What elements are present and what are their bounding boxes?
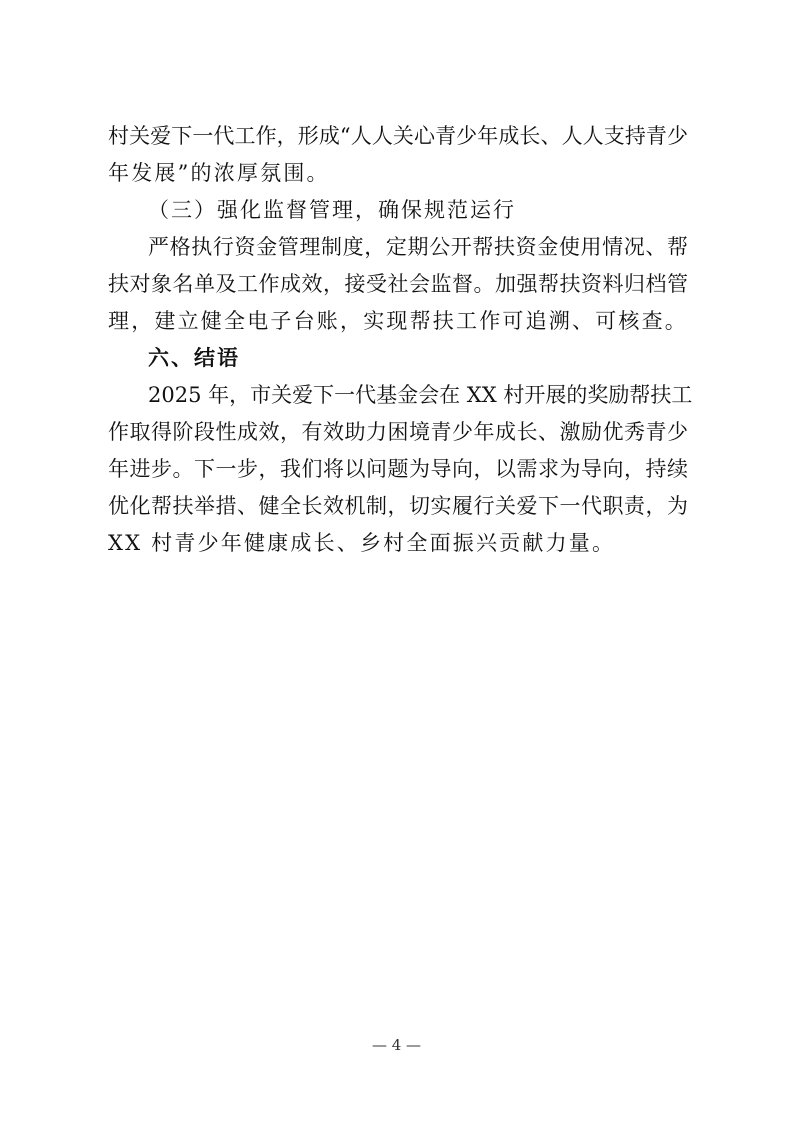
paragraph-line: 年发展”的浓厚氛围。 bbox=[108, 161, 330, 185]
section-heading: 六、结语 bbox=[148, 346, 240, 370]
paragraph-line: XX 村青少年健康成长、乡村全面振兴贡献力量。 bbox=[108, 531, 616, 555]
document-body bbox=[108, 118, 693, 562]
paragraph-line: 优化帮扶举措、健全长效机制，切实履行关爱下一代职责，为 bbox=[108, 494, 688, 518]
paragraph-line: 严格执行资金管理制度，定期公开帮扶资金使用情况、帮 bbox=[148, 235, 688, 259]
paragraph-line: 2025 年，市关爱下一代基金会在 XX 村开展的奖励帮扶工 bbox=[148, 383, 693, 407]
paragraph-line: 作取得阶段性成效，有效助力困境青少年成长、激励优秀青少 bbox=[108, 420, 688, 444]
paragraph-line: 扶对象名单及工作成效，接受社会监督。加强帮扶资料归档管 bbox=[108, 272, 688, 296]
section-heading: （三）强化监督管理，确保规范运行 bbox=[148, 198, 516, 222]
paragraph-line: 村关爱下一代工作，形成“人人关心青少年成长、人人支持青少 bbox=[108, 124, 688, 148]
paragraph-line: 理，建立健全电子台账，实现帮扶工作可追溯、可核查。 bbox=[108, 309, 688, 333]
page-number: — 4 — bbox=[371, 1036, 422, 1054]
paragraph-line: 年进步。下一步，我们将以问题为导向，以需求为导向，持续 bbox=[108, 457, 688, 481]
